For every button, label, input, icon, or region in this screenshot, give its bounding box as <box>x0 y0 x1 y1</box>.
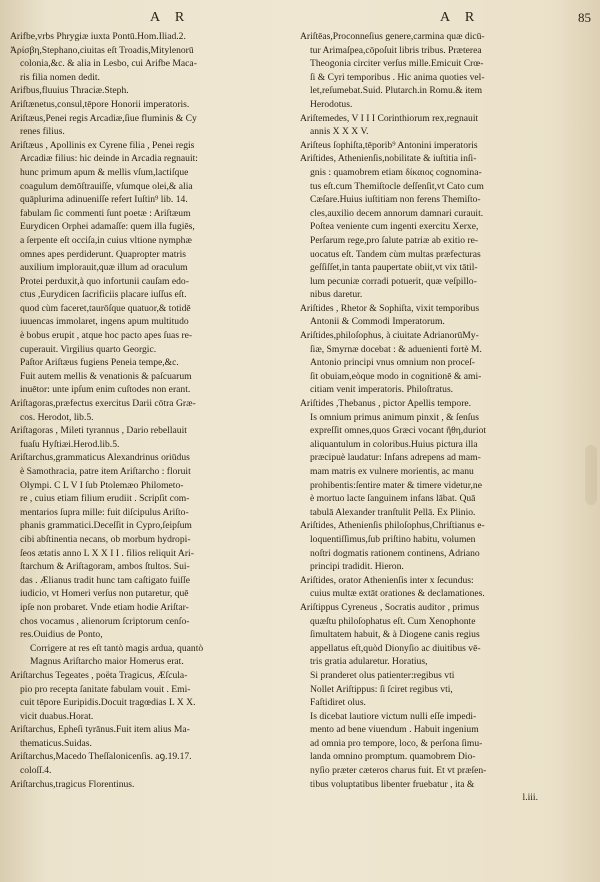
left-column-line: cuperauit. Virgilius quarto Georgic. <box>20 343 157 355</box>
right-column-line: ad omnia pro tempore, loco, & perſona ſimu- <box>310 737 483 749</box>
left-column-line: iuuencas immolaret, ingens apum multitudo <box>20 316 189 328</box>
left-column-line: Arifbe,vrbs Phrygiæ iuxta Pontū.Hom.Iliad.2. <box>10 31 186 42</box>
right-column-line: Is omnium primus animum pinxit , & ſenſus <box>310 411 479 423</box>
left-column-line: Paſtor Ariſtæus fugiens Peneia tempe,&c. <box>20 357 179 369</box>
right-column-line: l.iii. <box>522 792 538 804</box>
right-column-line: tabulā Alexander tranſtulit Pellā. Ex Plinio. <box>310 506 476 518</box>
right-column-line: Antonio principi vnus omnium non proceſ- <box>310 357 475 369</box>
left-column-line: fuaſu Hyſtiæi.Herod.lib.5. <box>20 438 120 450</box>
right-column-line: ſiæ, Smyrnæ docebat : & aduenienti fortè M. <box>310 343 482 355</box>
left-column-line: quāplurima adinueniſſe refert Iuſtin⁹ lib. 14. <box>20 194 188 206</box>
right-column-line: ſi & Cyri temporibus . Hic anima quoties vel- <box>310 71 485 83</box>
right-column-line: nyſio præter cæteros charus fuit. Et vt præſen- <box>310 765 487 777</box>
right-column-line: Poſtea veniente cum ingenti exercitu Xerxe, <box>310 221 479 233</box>
left-column-line: Corrigere at res eſt tantò magis ardua, quantò <box>30 642 204 654</box>
left-column <box>10 30 288 791</box>
left-column-line: ſeos ætatis anno L X X I I . filios reliquit Ari- <box>20 547 194 559</box>
left-column-line: ſtarchum & Ariſtagoram, ambos ſtultos. Sui- <box>20 561 190 573</box>
right-column-line: nibus daretur. <box>310 289 363 301</box>
right-column-line: quæſtu philoſophatus eſt. Cum Xenophonte <box>310 615 476 627</box>
left-column-line: Magnus Ariſtarcho maior Homerus erat. <box>30 656 184 668</box>
right-column-line: Ariſtēas,Proconneſius genere,carmina quæ dicū- <box>300 31 485 42</box>
left-column-line: ctus ,Eurydicen ſacrificiis placare iuſſus eſt. <box>20 289 187 301</box>
left-column-line: è Samothracia, patre item Ariſtarcho : floruit <box>20 466 191 477</box>
right-column-line: tibus voluptatibus libenter fruebatur , ita & <box>310 778 475 790</box>
left-column-line: Ariſtæus , Apollinis ex Cyrene filia , Penei regis <box>10 139 195 151</box>
left-column-line: Ariſtarchus,grammaticus Alexandrinus oriūdus <box>10 452 190 464</box>
right-column-line: Ariſtides , Rhetor & Sophiſta, vixit temporibus <box>300 302 480 314</box>
right-column-line: præcipuè laudatur: Infans adrepens ad mam- <box>310 452 481 464</box>
left-column-line: cos. Herodot, lib.5. <box>20 411 94 423</box>
right-column-line: geſſiſſet,in tanta paupertate obiit,vt vix tātil- <box>310 262 478 274</box>
left-column-line: inuētor: unte ipſum enim cuſtodes non erant. <box>20 384 191 396</box>
left-column-line: cibi abſtinentia necans, ob morbum hydropi- <box>20 533 191 545</box>
right-column-line: citiam venit imperatoris. Philoſtratus. <box>310 384 454 396</box>
left-column-line: è bobus erupit , atque hoc pacto apes ſuas re- <box>20 330 193 342</box>
running-header <box>0 10 600 30</box>
right-column-line: Ariſtides, orator Athenienſis inter x ſecundus: <box>300 574 474 586</box>
right-column-line: Is dicebat lautiore victum nulli eſſe impedi- <box>310 710 477 722</box>
left-column-line: hunc primum apum & mellis vſum,lactiſque <box>20 166 189 178</box>
right-column-line: Antonii & Commodi Imperatorum. <box>310 316 445 328</box>
right-column-line: Ariſtides, Athenienſis philoſophus,Chriſtianus e- <box>300 520 485 532</box>
left-column-line: Ariſtarchus,Macedo Theſſalonicenſis. aꝯ.19.17. <box>10 751 192 763</box>
right-column <box>300 30 578 805</box>
right-column-line: aliquantulum in coloribus.Huius pictura illa <box>310 438 478 450</box>
right-column-line: Ariſtippus Cyreneus , Socratis auditor , primus <box>300 601 480 613</box>
right-column-line: Faſtidiret olus. <box>310 697 366 709</box>
left-column-line: quod cùm faceret,taurōſque quatuor,& totidē <box>20 302 191 314</box>
left-column-line: coagulum demōſtrauiſſe, vſumque olei,& alia <box>20 180 193 192</box>
left-column-line: ipſe non probaret. Vnde etiam hodie Ariſtar- <box>20 601 189 613</box>
left-column-line: ris filia nomen dedit. <box>20 71 100 83</box>
right-column-line: Ariſtides,philoſophus, à ciuitate AdrianorūMy- <box>300 330 479 342</box>
left-column-line: omnes apes perdiderunt. Quapropter matris <box>20 248 186 260</box>
right-column-line: tus eſt.cum Themiſtocle deſſenſit,vt Cato cum <box>310 180 484 192</box>
left-column-line: Ariſtagoras , Mileti tyrannus , Dario rebellauit <box>10 425 187 437</box>
left-column-line: phanis grammatici.Deceſſit in Cypro,ſeipſum <box>20 520 192 532</box>
left-column-line: coloſſ.4. <box>20 765 52 777</box>
left-column-line: Ἀρίσβη,Stephano,ciuitas eſt Troadis,Mitylenorū <box>10 44 194 56</box>
left-column-line: pio pro recepta ſanitate fabulam vouit . Emi- <box>20 683 191 695</box>
left-column-line: cuit tēpore Euripidis.Docuit tragœdias L X X. <box>20 697 196 709</box>
right-column-line: tur Arimaſpea,cōpoſuit libris tribus. Præterea <box>310 44 482 56</box>
left-column-line: mentarios ſupra mille: fuit diſcipulus Ariſto- <box>20 506 189 518</box>
left-column-line: re , cuius etiam filium erudiit . Scripſit com- <box>20 493 190 505</box>
left-column-line: colonia,&c. & alia in Lesbo, cui Arifbe Maca- <box>20 58 197 70</box>
left-column-line: renes filius. <box>20 126 65 138</box>
right-column-line: è mortuo lacte ſanguinem infans lābat. Quā <box>310 493 476 505</box>
left-column-line: Eurydicen Orphei adamaſſe: quem illa fugiēs, <box>20 221 195 233</box>
left-column-line: thematicus.Suidas. <box>20 737 92 749</box>
right-column-line: loquentiſſimus,ſub priſtino habitu, volumen <box>310 533 476 545</box>
right-column-line: annis X X X V. <box>310 126 369 138</box>
right-column-line: uocatus eſt. Tandem cùm multas præfecturas <box>310 248 481 260</box>
right-column-line: ſit obuiam,eòque modo in cognitionē & ami- <box>310 370 482 382</box>
right-column-line: landa omnino promptum. quamobrem Dio- <box>310 751 476 763</box>
left-column-line: Olympi. C L V I ſub Ptolemæo Philometo- <box>20 479 184 491</box>
right-column-line: mento ad bene viuendum . Habuit ingenium <box>310 724 479 736</box>
right-column-line: Ariſtides ,Thebanus , pictor Apellis tempore. <box>300 398 472 410</box>
left-column-line: iudicio, vt Homeri verſus non putaretur, quē <box>20 588 189 600</box>
right-column-line: appellatus eſt,quòd Dionyſio ac diuitibus vē- <box>310 642 481 654</box>
header-right-letters: A R <box>440 10 481 25</box>
right-column-line: cuius multæ extāt orationes & declamationes. <box>310 588 485 600</box>
left-column-line: Fuit autem mellis & venationis & paſcuarum <box>20 370 192 382</box>
right-column-line: principi tradidit. Hieron. <box>310 561 404 573</box>
right-column-line: Theogonia circiter verſus mille.Emicuit Crœ- <box>310 58 484 70</box>
left-column-line: Ariſtæus,Penei regis Arcadiæ,ſiue fluminis & Cy <box>10 112 197 124</box>
left-column-line: Arcadiæ filius: hic deinde in Arcadia regnauit: <box>20 153 198 165</box>
left-column-line: chos vocamus , alienorum ſcriptorum cenſo- <box>20 615 190 627</box>
right-column-line: tris gratia adularetur. Horatius, <box>310 656 428 668</box>
page-number: 85 <box>578 10 591 25</box>
right-column-line: ſimultatem habuit, & à Diogene canis regius <box>310 629 480 641</box>
left-column-line: Protei perduxit,à quo infortunii cauſam edo- <box>20 275 189 287</box>
right-column-line: expreſſit omnes,quos Græci vocant ἤθη,duriot <box>310 425 487 437</box>
right-column-line: Ariſtemedes, V I I I Corinthiorum rex,regnauit <box>300 112 479 124</box>
right-column-line: Ariſtides, Athenienſis,nobilitate & iuſtitia inſi- <box>300 153 477 165</box>
right-column-line: Ariſteus ſophiſta,tēporib⁹ Antonini imperatoris <box>300 139 478 151</box>
left-column-line: Ariſtænetus,consul,tēpore Honorii imperatoris. <box>10 98 190 110</box>
right-column-line: gnis : quamobrem etiam δίκαιος cognomina- <box>310 166 482 178</box>
right-column-line: Nollet Ariſtippus: ſi ſciret regibus vti, <box>310 683 453 695</box>
left-column-line: Ariſtarchus,tragicus Florentinus. <box>10 778 135 790</box>
paper-stain <box>585 445 597 505</box>
right-column-line: Perſarum rege,pro ſalute patriæ ab exitio re- <box>310 234 479 246</box>
left-column-line: auxilium implorauit,quæ illum ad oraculum <box>20 262 188 274</box>
right-column-line: Herodotus. <box>310 98 353 110</box>
left-column-line: Ariſtagoras,præfectus exercitus Darii cōtra Græ- <box>10 398 196 410</box>
right-column-line: let,reſumebat.Suid. Plutarch.in Romu.& item <box>310 85 483 97</box>
left-column-line: a ſerpente eſt occiſa,in cuius vltione nymphæ <box>20 234 192 246</box>
right-column-line: noſtri dogmatis rationem continens, Adriano <box>310 547 480 559</box>
left-column-line: Ariſtarchus Tegeates , poëta Tragicus, Æſcula- <box>10 669 188 681</box>
right-column-line: prohibentis:ſentire mater & timere videtur,ne <box>310 479 482 491</box>
right-column-line: mam matris ex vulnere morientis, ac manu <box>310 466 474 477</box>
right-column-line: Cæſare.Huius iuſtitiam non ferens Themiſto- <box>310 194 481 206</box>
left-column-line: fabulam ſic commenti ſunt poetæ : Ariſtæum <box>20 207 191 219</box>
header-left-letters: A R <box>150 10 191 25</box>
right-column-line: lum pecuniæ corradi potuerit, quæ veſpillo- <box>310 275 477 287</box>
left-column-line: vicit duabus.Horat. <box>20 710 94 722</box>
left-column-line: Arifbus,fluuius Thraciæ.Steph. <box>10 85 129 97</box>
right-column-line: cles,auxilio decem annorum damnari curauit. <box>310 207 484 219</box>
left-column-line: Ariſtarchus, Epheſi tyrānus.Fuit item alius Ma- <box>10 724 190 736</box>
left-column-line: das . Ælianus tradit hunc tam caſtigato fuiſſe <box>20 574 190 586</box>
right-column-line: Si pranderet olus patienter:regibus vti <box>310 669 455 681</box>
left-column-line: res.Ouidius de Ponto, <box>20 629 103 641</box>
